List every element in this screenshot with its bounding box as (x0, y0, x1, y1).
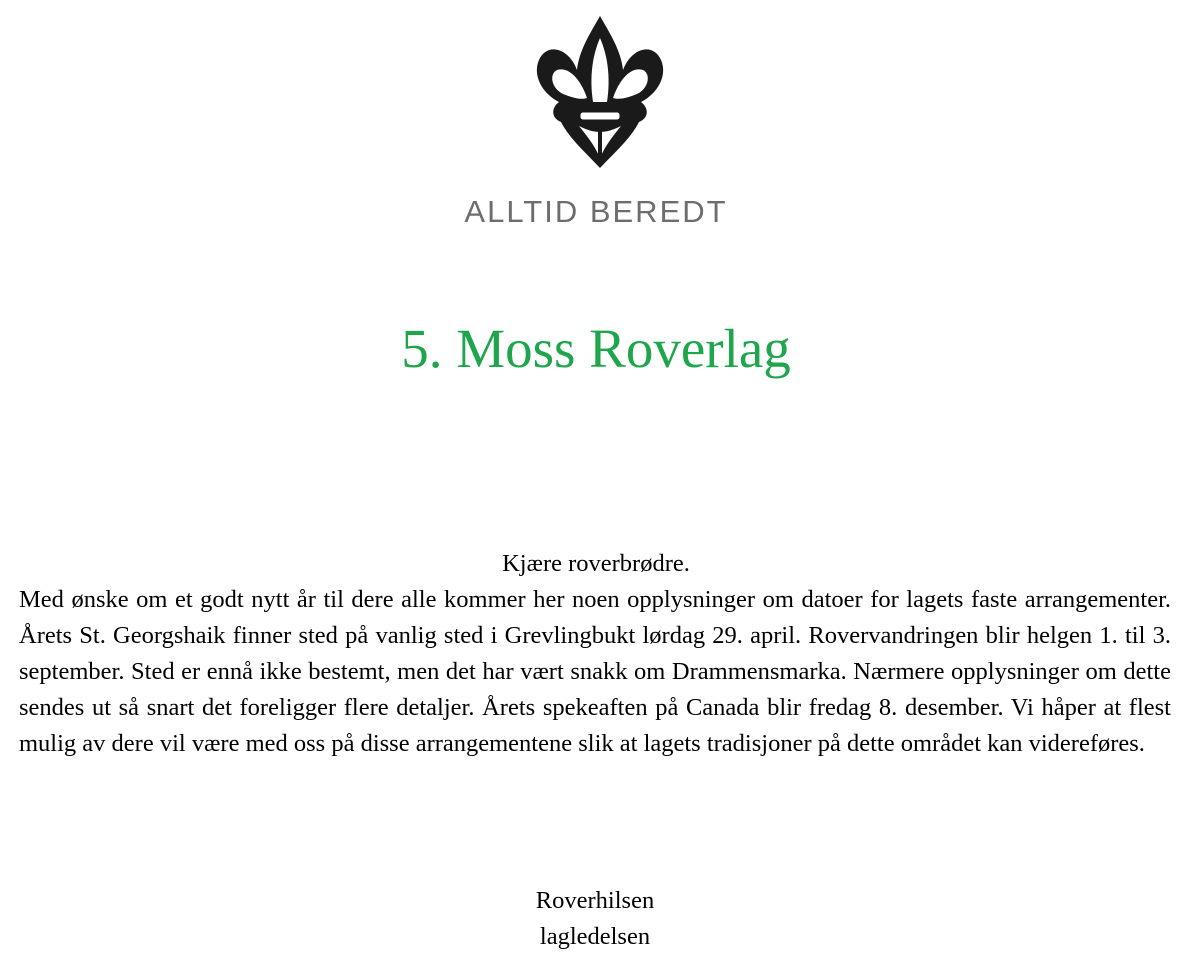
closing-signature: lagledelsen (539, 923, 651, 950)
page-title: 5. Moss Roverlag (401, 318, 791, 379)
letter-body: Med ønske om et godt nytt år til dere alle kommer her noen opplysninger om datoer for lagets faste arrangementer. Årets St. Georgshaik finner sted på vanlig sted i Grevlingbukt lørdag 29. april. Rovervandringen blir helgen 1. til 3. september. Sted er ennå ikke bestemt, men det har vært snakk om Drammensmarka. Nærmere opplysninger om dette sendes ut så snart det foreligger flere detaljer. Årets spekeaften på Canada blir fredag 8. desember. Vi håper at flest mulig av dere vil være med oss på disse arrangementene slik at lagets tradisjoner på dette området kan videreføres. (19, 586, 1171, 757)
letter-greeting: Kjære roverbrødre. (502, 550, 690, 577)
logo-motto: ALLTID BEREDT (464, 194, 728, 229)
scout-fleur-de-lis-icon (535, 14, 665, 170)
logo (0, 14, 1200, 170)
letter-closing (0, 883, 1190, 955)
closing-salutation: Roverhilsen (535, 887, 655, 914)
